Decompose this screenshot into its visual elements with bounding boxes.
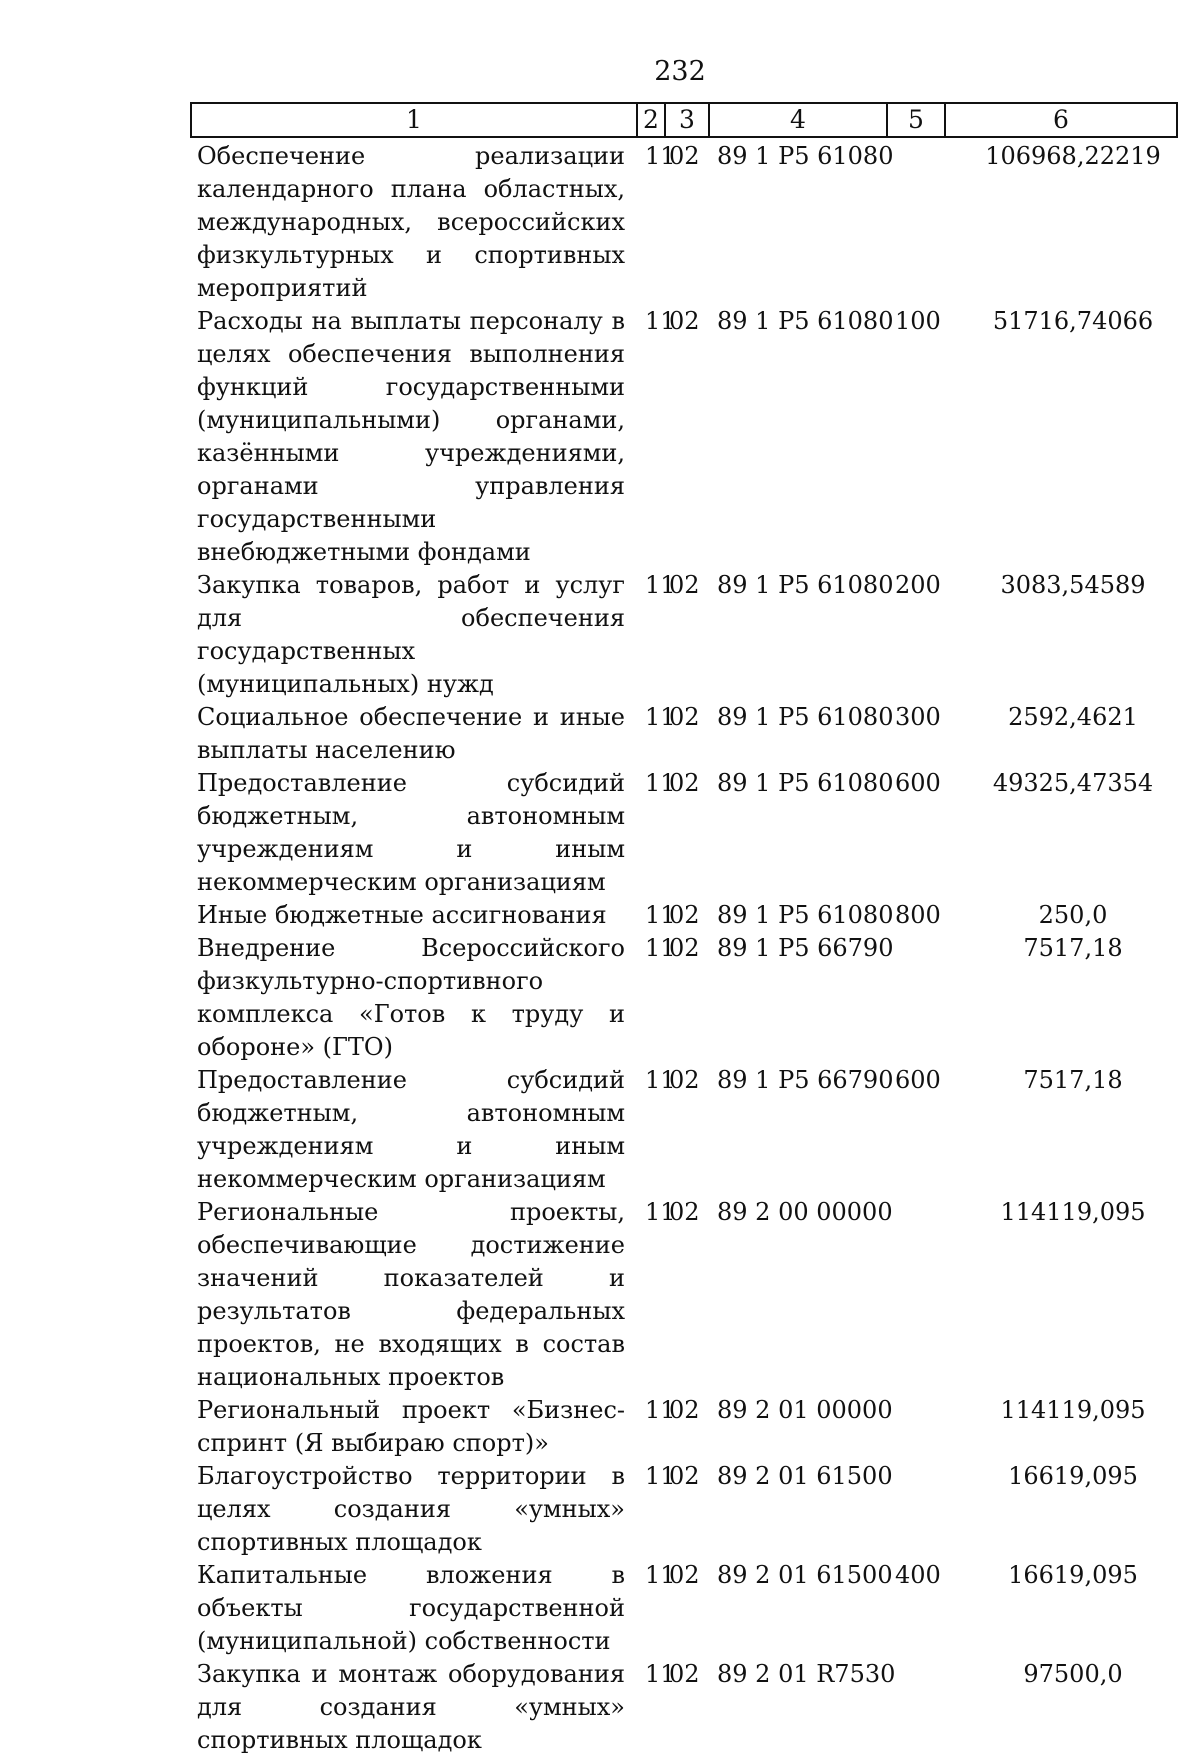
row-section: 11 (645, 1660, 676, 1688)
row-amount: 250,0 (1038, 901, 1108, 929)
table-row (191, 932, 1177, 1064)
row-amount: 51716,74066 (992, 307, 1154, 335)
row-expense-type: 800 (895, 901, 941, 929)
row-amount: 3083,54589 (1000, 571, 1146, 599)
table-row (191, 899, 1177, 932)
row-expense-type: 200 (895, 571, 941, 599)
table-row (191, 767, 1177, 899)
row-section: 11 (645, 1198, 676, 1226)
row-description: Региональные проекты, обеспечивающие достижение значений показателей и результатов федеральных проектов, не входящих в состав национальных проектов (197, 1198, 625, 1391)
row-subsection: 02 (669, 1561, 700, 1589)
row-section: 11 (645, 1561, 676, 1589)
row-expense-type: 600 (895, 769, 941, 797)
row-target-code: 89 1 Р5 61080 (717, 142, 894, 170)
row-amount: 7517,18 (1023, 1066, 1123, 1094)
row-expense-type: 400 (895, 1561, 941, 1589)
row-target-code: 89 2 00 00000 (717, 1198, 893, 1226)
row-subsection: 02 (669, 1462, 700, 1490)
row-description: Закупка товаров, работ и услуг для обеспечения государственных (муниципальных) нужд (197, 571, 625, 698)
row-expense-type (887, 1460, 945, 1559)
row-subsection: 02 (669, 142, 700, 170)
row-target-code: 89 1 Р5 61080 (717, 769, 894, 797)
row-description: Закупка и монтаж оборудования для создания «умных» спортивных площадок (197, 1660, 625, 1754)
row-subsection: 02 (669, 1066, 700, 1094)
row-section: 11 (645, 142, 676, 170)
row-target-code: 89 1 Р5 61080 (717, 307, 894, 335)
row-section: 11 (645, 571, 676, 599)
row-amount: 16619,095 (1008, 1561, 1138, 1589)
row-amount: 2592,4621 (1008, 703, 1138, 731)
row-target-code: 89 1 Р5 66790 (717, 1066, 894, 1094)
row-section: 11 (645, 1066, 676, 1094)
row-subsection: 02 (669, 703, 700, 731)
budget-table (190, 102, 1178, 1757)
row-description: Капитальные вложения в объекты государственной (муниципальной) собственности (197, 1561, 625, 1655)
header-col-4: 4 (709, 103, 887, 137)
row-amount: 114119,095 (1000, 1396, 1146, 1424)
row-target-code: 89 2 01 R7530 (717, 1660, 896, 1688)
header-col-3: 3 (665, 103, 709, 137)
row-expense-type (887, 932, 945, 1064)
header-col-5: 5 (887, 103, 945, 137)
header-row (191, 103, 1177, 137)
row-amount: 106968,22219 (985, 142, 1161, 170)
row-amount: 114119,095 (1000, 1198, 1146, 1226)
table-row (191, 569, 1177, 701)
row-description: Региональный проект «Бизнес-спринт (Я выбираю спорт)» (197, 1396, 625, 1457)
row-subsection: 02 (669, 1198, 700, 1226)
row-section: 11 (645, 307, 676, 335)
row-amount: 49325,47354 (992, 769, 1154, 797)
row-description: Благоустройство территории в целях создания «умных» спортивных площадок (197, 1462, 625, 1556)
row-description: Внедрение Всероссийского физкультурно-спортивного комплекса «Готов к труду и обороне» (ГТО) (197, 934, 625, 1061)
row-subsection: 02 (669, 934, 700, 962)
row-description: Расходы на выплаты персоналу в целях обеспечения выполнения функций государственными (муниципальными) органами, казёнными учреждениями, органами управления государственными внебюджетными фондами (197, 307, 625, 566)
row-target-code: 89 1 Р5 61080 (717, 901, 894, 929)
row-amount: 16619,095 (1008, 1462, 1138, 1490)
header-col-2: 2 (637, 103, 665, 137)
row-target-code: 89 2 01 61500 (717, 1462, 893, 1490)
row-description: Предоставление субсидий бюджетным, автономным учреждениям и иным некоммерческим организациям (197, 1066, 625, 1193)
row-target-code: 89 1 Р5 61080 (717, 571, 894, 599)
row-expense-type (887, 1196, 945, 1394)
table-row (191, 1658, 1177, 1757)
table-row (191, 1196, 1177, 1394)
header-col-6: 6 (945, 103, 1177, 137)
row-subsection: 02 (669, 1660, 700, 1688)
row-subsection: 02 (669, 571, 700, 599)
page-number: 232 (654, 56, 706, 87)
row-description: Иные бюджетные ассигнования (197, 901, 607, 929)
row-description: Социальное обеспечение и иные выплаты населению (197, 703, 625, 764)
row-section: 11 (645, 934, 676, 962)
row-section: 11 (645, 1462, 676, 1490)
row-expense-type: 300 (895, 703, 941, 731)
table-row (191, 1460, 1177, 1559)
table-row (191, 1559, 1177, 1658)
row-subsection: 02 (669, 1396, 700, 1424)
row-description: Предоставление субсидий бюджетным, автономным учреждениям и иным некоммерческим организациям (197, 769, 625, 896)
row-target-code: 89 2 01 61500 (717, 1561, 893, 1589)
row-target-code: 89 1 Р5 61080 (717, 703, 894, 731)
table-row (191, 137, 1177, 305)
row-target-code: 89 1 Р5 66790 (717, 934, 894, 962)
table-row (191, 701, 1177, 767)
table-row (191, 1394, 1177, 1460)
row-expense-type: 100 (895, 307, 941, 335)
table-header (191, 103, 1177, 137)
row-section: 11 (645, 703, 676, 731)
row-expense-type (887, 1394, 945, 1460)
table-row (191, 1064, 1177, 1196)
table-row (191, 305, 1177, 569)
table-body (191, 137, 1177, 1757)
row-expense-type (887, 137, 945, 305)
row-expense-type (887, 1658, 945, 1757)
row-amount: 97500,0 (1023, 1660, 1123, 1688)
row-section: 11 (645, 901, 676, 929)
row-target-code: 89 2 01 00000 (717, 1396, 893, 1424)
header-col-1: 1 (191, 103, 637, 137)
row-subsection: 02 (669, 769, 700, 797)
row-description: Обеспечение реализации календарного плана областных, международных, всероссийских физкультурных и спортивных мероприятий (197, 142, 625, 302)
row-expense-type: 600 (895, 1066, 941, 1094)
row-amount: 7517,18 (1023, 934, 1123, 962)
row-subsection: 02 (669, 307, 700, 335)
row-subsection: 02 (669, 901, 700, 929)
row-section: 11 (645, 1396, 676, 1424)
row-section: 11 (645, 769, 676, 797)
